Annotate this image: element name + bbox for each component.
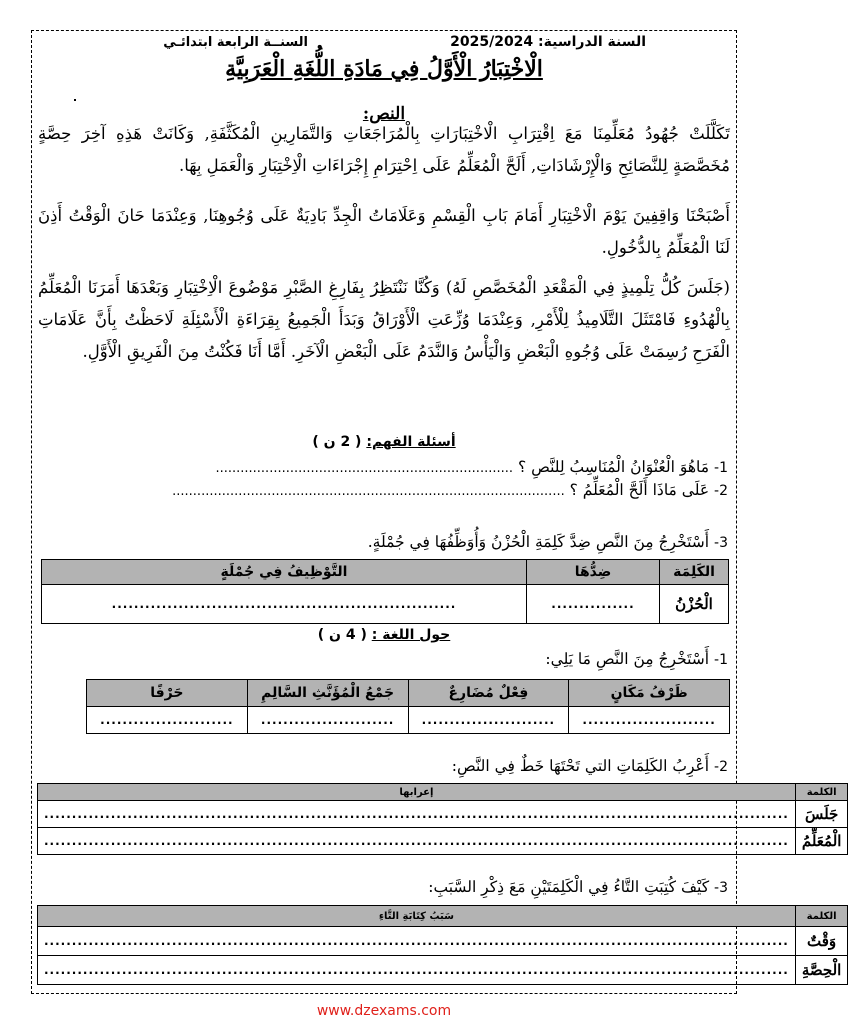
antonym-answer-cell[interactable]: ...............: [527, 585, 660, 624]
table-row: [87, 707, 730, 734]
table-row: [42, 585, 729, 624]
word-cell: جَلَسَ: [795, 801, 848, 828]
table-header-row: [38, 784, 848, 801]
extraction-table: [86, 679, 730, 734]
question-c1-number: 1-: [714, 460, 728, 476]
text-heading: النص:: [362, 104, 406, 124]
question-l2-number: 2-: [714, 759, 728, 775]
answer-cell[interactable]: ........................: [87, 707, 248, 734]
question-c1: [215, 458, 728, 476]
question-c3-number: 3-: [714, 535, 728, 551]
sentence-answer-cell[interactable]: ..............................................................: [42, 585, 527, 624]
col-particle: حَرْفًا: [87, 680, 248, 707]
table-row: [38, 956, 848, 985]
question-l1: [545, 650, 728, 668]
question-c2-answer-line[interactable]: ...............................................................................................: [172, 484, 565, 499]
col-present-verb: فِعْلٌ مُضَارِعٌ: [408, 680, 569, 707]
col-reason: سَبَبُ كِتَابَةِ التَّاءِ: [38, 906, 796, 927]
answer-cell[interactable]: ........................: [408, 707, 569, 734]
answer-cell[interactable]: ........................: [247, 707, 408, 734]
question-l2-text: أَعْرِبُ الكَلِمَاتِ التي تَحْتَهَا خَطٌ فِي النَّصِ:: [451, 757, 710, 775]
taa-table: [37, 905, 848, 985]
word-cell: الْمُعَلِّمُ: [795, 828, 848, 855]
col-feminine-plural: جَمْعُ الْمُؤَنَّثِ السَّالِمِ: [247, 680, 408, 707]
answer-cell[interactable]: ......................................................................................................................................: [38, 927, 796, 956]
language-title: حول اللغة :: [371, 627, 451, 643]
answer-cell[interactable]: ......................................................................................................................................: [38, 956, 796, 985]
col-word: الكلمة: [795, 784, 848, 801]
stray-dot: [74, 99, 76, 101]
answer-cell[interactable]: ......................................................................................................................................: [38, 828, 796, 855]
question-c2: [172, 481, 728, 499]
paragraph-2: أَصْبَحْنَا وَاقِفِينَ يَوْمَ الْاخْتِبَارِ أَمَامَ بَابِ الْقِسْمِ وَعَلَامَاتُ الْجِدِّ بَادِيَةٌ عَلَى وُجُوهِنَا, وَعِنْدَمَا حَانَ الْوَقْتُ أَذِنَ لَنَا الْمُعَلِّمُ بِالدُّخُولِ.: [38, 206, 730, 257]
antonym-table: [41, 559, 729, 624]
col-parsing: إعرابها: [38, 784, 796, 801]
table-header-row: [38, 906, 848, 927]
table-row: [38, 927, 848, 956]
col-word: الكلمة: [795, 906, 847, 927]
comprehension-points: ( 2 ن ): [312, 434, 362, 450]
table-row: [38, 828, 848, 855]
parsing-table: [37, 783, 848, 855]
website-footer[interactable]: www.dzexams.com: [316, 1003, 452, 1019]
paragraph-3: (جَلَسَ كُلُّ تِلْمِيذٍ فِي الْمَقْعَدِ الْمُخَصَّصِ لَهُ) وَكُنَّا نَنْتَظِرُ بِفَارِغِ الصَّبْرِ مَوْضُوعَ الْاِخْتِبَارِ وَبَعْدَهَا أَمَرَنَا الْمُعَلِّمُ بِالْهُدُوءِ فَامْتَثَلَ التَّلَامِيذُ لِلْأَمْرِ, وَعِنْدَمَا وُزِّعَتِ الْأَوْرَاقُ وَبَدَأَ الْجَمِيعُ بِقِرَاءَةِ الْأَسْئِلَةِ لَاحَظْتُ بِأَنَّ عَلَامَاتِ الْفَرَحِ رُسِمَتْ عَلَى وُجُوهِ الْبَعْضِ وَالْيَأْسُ وَالنَّدَمُ عَلَى الْبَعْضِ الْآخَرِ. أَمَّا أَنَا فَكُنْتُ مِنَ الْفَرِيقِ الْأَوَّلِ.: [38, 278, 730, 361]
question-c2-number: 2-: [714, 483, 728, 499]
question-l1-text: أَسْتَخْرِجُ مِنَ النَّصِ مَا يَلِي:: [545, 650, 710, 668]
grade-level: السنــة الرابعة ابتدائـي: [163, 35, 308, 50]
table-header-row: [87, 680, 730, 707]
question-l3: [428, 878, 728, 896]
col-word: الكَلِمَة: [660, 560, 729, 585]
word-cell: الْحُزْنُ: [660, 585, 729, 624]
question-c3-text: أَسْتَخْرِجُ مِنَ النَّصِ ضِدَّ كَلِمَةِ الْحُزْنُ وَأُوَظِّفُهَا فِي جُمْلَةٍ.: [367, 533, 710, 551]
question-l2: [452, 757, 728, 775]
question-c2-text: عَلَى مَاذَا أَلَحَّ الْمُعَلِّمُ ؟: [569, 481, 710, 499]
question-l1-number: 1-: [714, 652, 728, 668]
col-adverb-place: ظَرْفُ مَكَانٍ: [569, 680, 730, 707]
language-points: ( 4 ن ): [317, 627, 367, 643]
question-c1-text: مَاهُوَ الْعُنْوَانُ الْمُنَاسِبُ لِلنَّصِ ؟: [517, 458, 710, 476]
school-year: السنة الدراسية: 2025/2024: [450, 34, 646, 50]
question-c1-answer-line[interactable]: ........................................................................: [215, 461, 513, 476]
header: [40, 34, 728, 56]
word-cell: الْحِصَّةِ: [795, 956, 847, 985]
comprehension-heading: [0, 434, 768, 450]
language-heading: [0, 627, 768, 643]
col-sentence: التَّوْظِيفُ فِي جُمْلَةٍ: [42, 560, 527, 585]
question-l3-text: كَيْفَ كُتِبَتِ التَّاءُ فِي الْكَلِمَتَيْنِ مَعَ ذِكْرِ السَّبَبِ:: [428, 878, 710, 896]
answer-cell[interactable]: ........................: [569, 707, 730, 734]
paragraph-1: تَكَلَّلَتْ جُهُودُ مُعَلِّمِنَا مَعَ اِقْتِرَابِ الْاخْتِبَارَاتِ بِالْمُرَاجَعَاتِ وَالتَّمَارِينِ الْمُكَثَّفَةِ, وَكَانَتْ هَذِهِ آخِرَ حِصَّةٍ مُخَصَّصَةٍ لِلنَّصَائِحِ وَالْإِرْشَادَاتِ, أَلَحَّ الْمُعَلِّمُ عَلَى اِحْتِرَامِ إِجْرَاءَاتِ الْاِخْتِبَارِ وَالْعَمَلِ بِهَا.: [38, 124, 730, 175]
comprehension-title: أسئلة الفهم:: [366, 434, 456, 450]
col-antonym: ضِدُّهَا: [527, 560, 660, 585]
question-l3-number: 3-: [714, 880, 728, 896]
word-cell: وَقْتٌ: [795, 927, 847, 956]
exam-title: الْاخْتِبَارُ الْأَوَّلُ فِي مَادَةِ اللُّغَةِ الْعَرَبِيَّةِ: [225, 56, 543, 82]
table-row: [38, 801, 848, 828]
answer-cell[interactable]: ......................................................................................................................................: [38, 801, 796, 828]
table-header-row: [42, 560, 729, 585]
question-c3: [368, 533, 728, 551]
